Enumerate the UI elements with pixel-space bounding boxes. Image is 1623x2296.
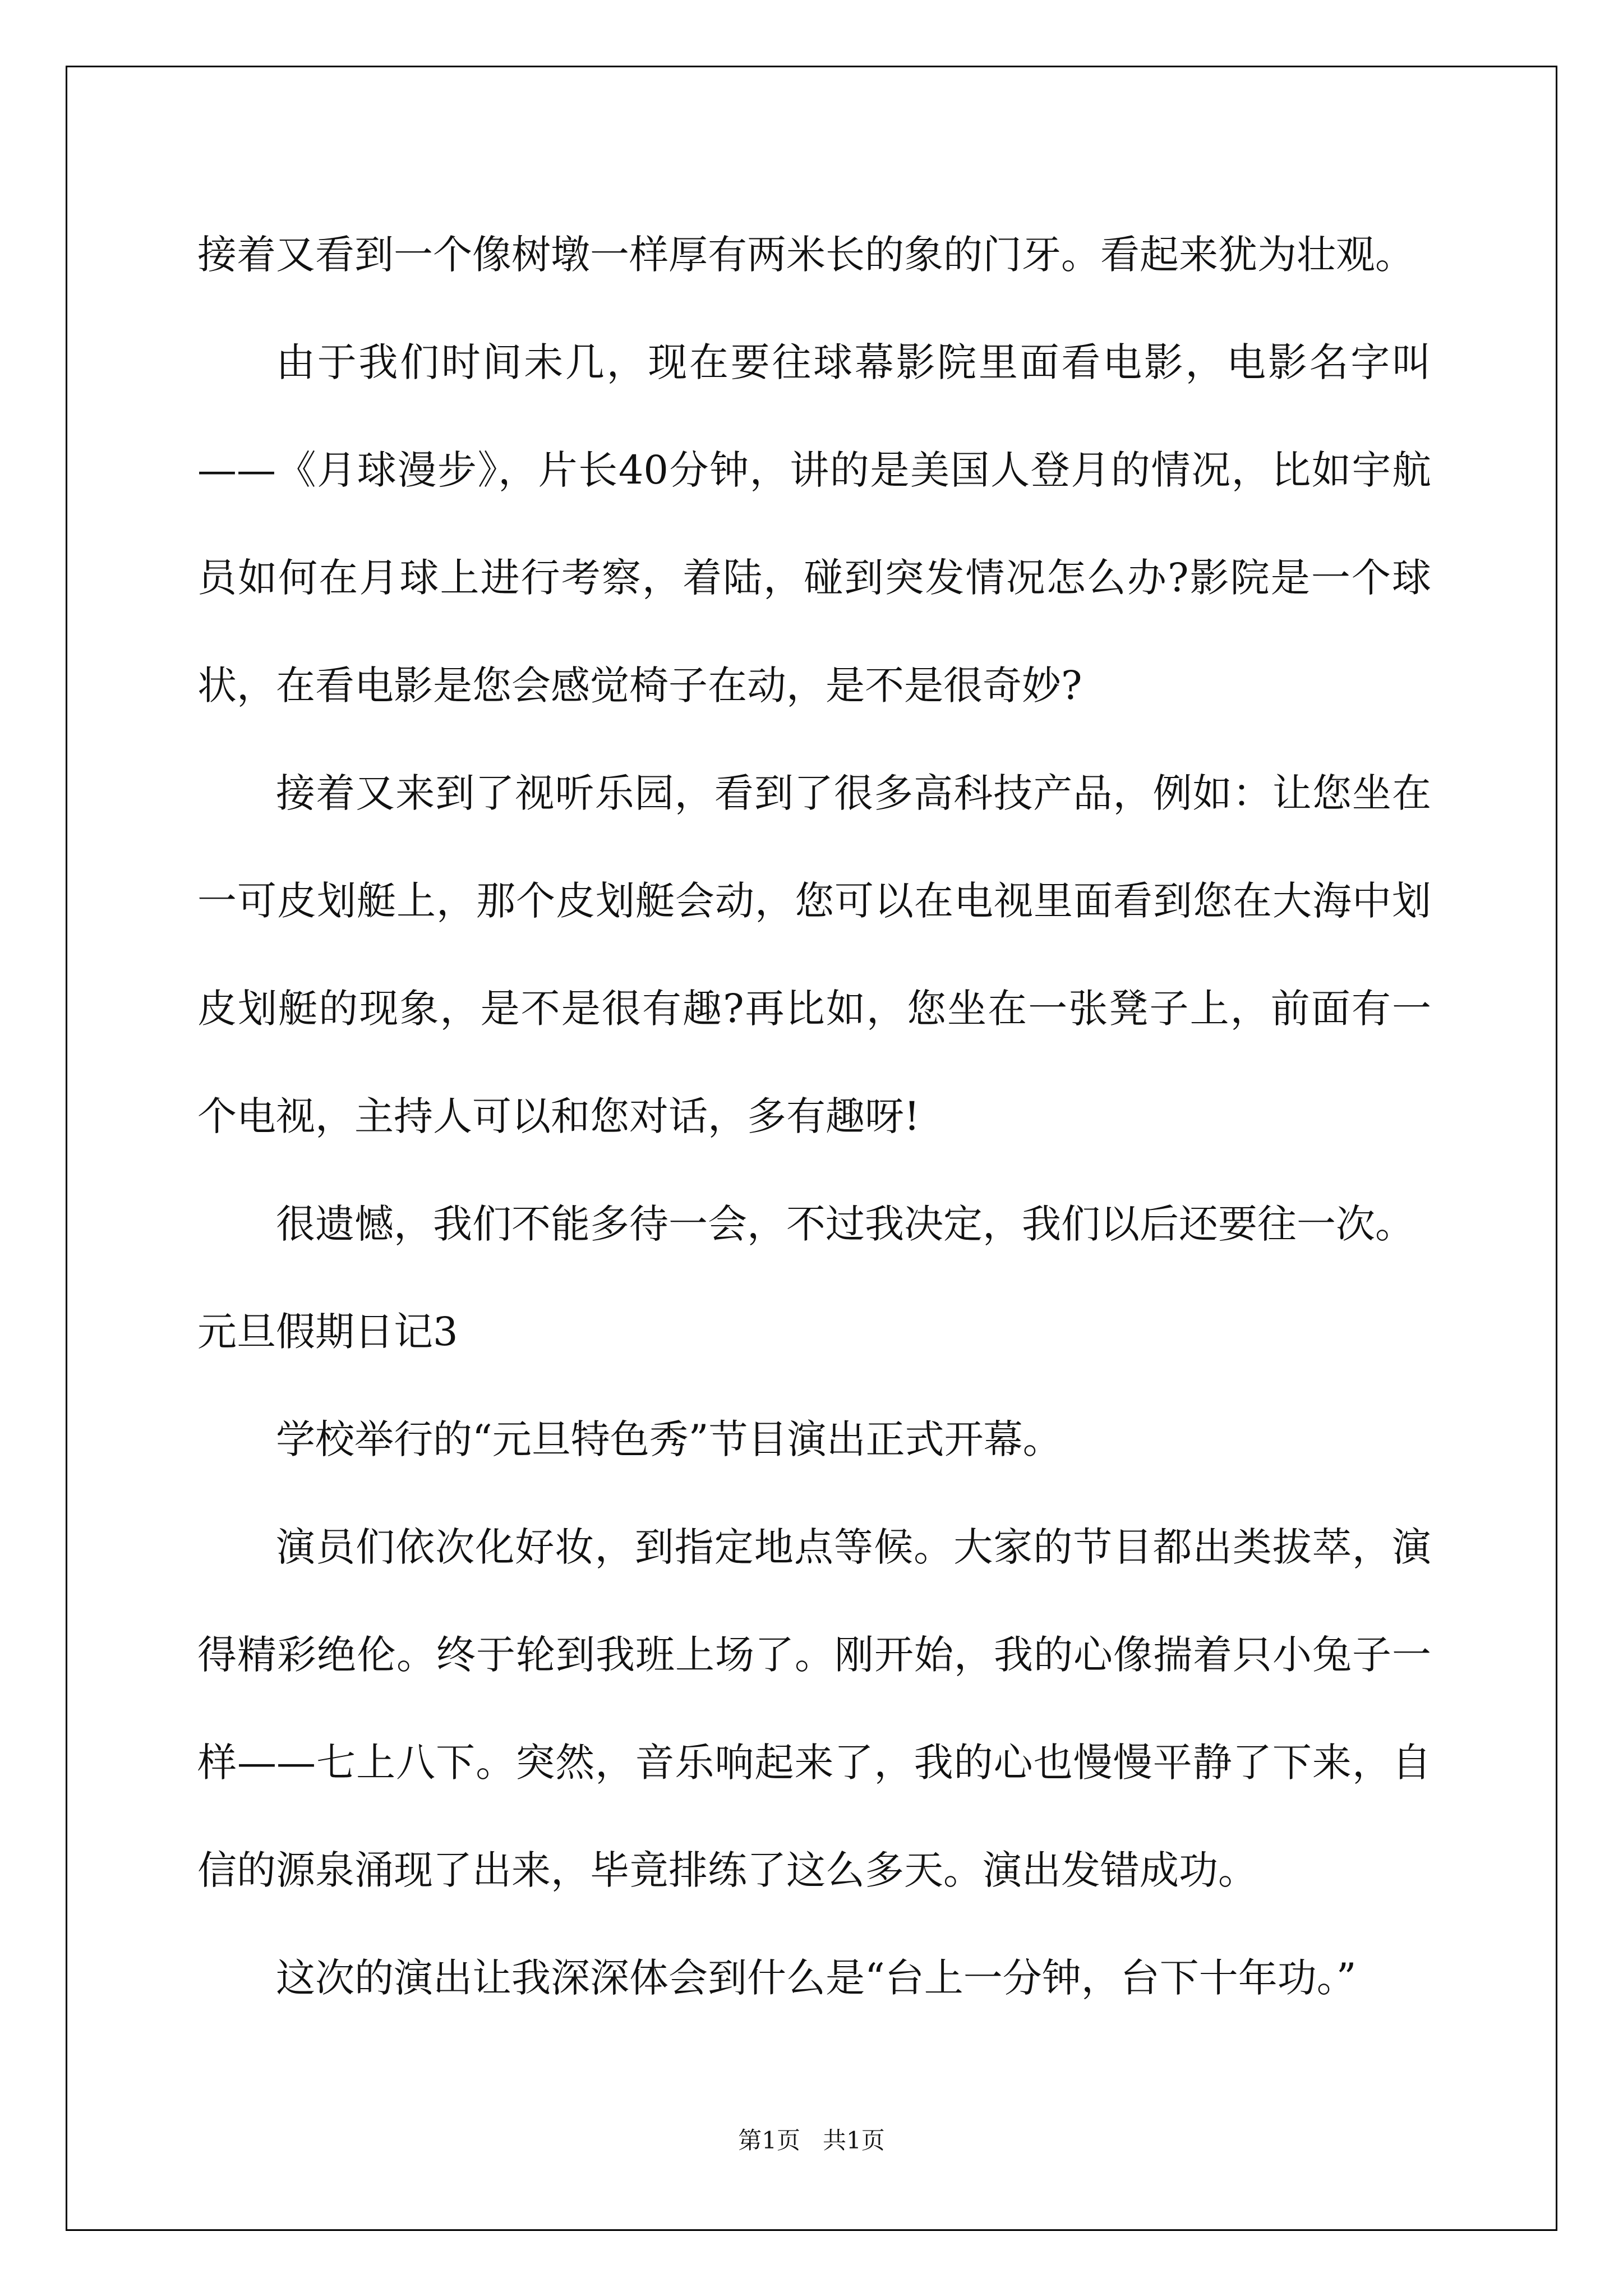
page-number-footer: 第1页 共1页 [738,2127,885,2154]
paragraph: 接着又来到了视听乐园，看到了很多高科技产品，例如：让您坐在一可皮划艇上，那个皮划艇会动，您可以在电视里面看到您在大海中划皮划艇的现象，是不是很有趣?再比如，您坐在一张凳子上，前面有一个电视，主持人可以和您对话，多有趣呀! [197,770,1431,1139]
paragraph: 由于我们时间未几，现在要往球幕影院里面看电影，电影名字叫——《月球漫步》，片长40分钟，讲的是美国人登月的情况，比如宇航员如何在月球上进行考察，着陆，碰到突发情况怎么办?影院是一个球状，在看电影是您会感觉椅子在动，是不是很奇妙? [197,339,1431,708]
document-body [197,201,1431,2032]
paragraph: 学校举行的“元旦特色秀”节目演出正式开幕。 [276,1416,1062,1462]
paragraph: 很遗憾，我们不能多待一会，不过我决定，我们以后还要往一次。 [276,1201,1414,1247]
paragraph: 接着又看到一个像树墩一样厚有两米长的象的门牙。看起来犹为壮观。 [197,232,1414,278]
section-title: 元旦假期日记3 [197,1309,458,1355]
paragraph: 这次的演出让我深深体会到什么是“台上一分钟，台下十年功。” [276,1955,1357,2001]
paragraph: 演员们依次化好妆，到指定地点等候。大家的节目都出类拔萃，演得精彩绝伦。终于轮到我班上场了。刚开始，我的心像揣着只小兔子一样——七上八下。突然，音乐响起来了，我的心也慢慢平静了下来，自信的源泉涌现了出来，毕竟排练了这么多天。演出发错成功。 [197,1524,1431,1893]
